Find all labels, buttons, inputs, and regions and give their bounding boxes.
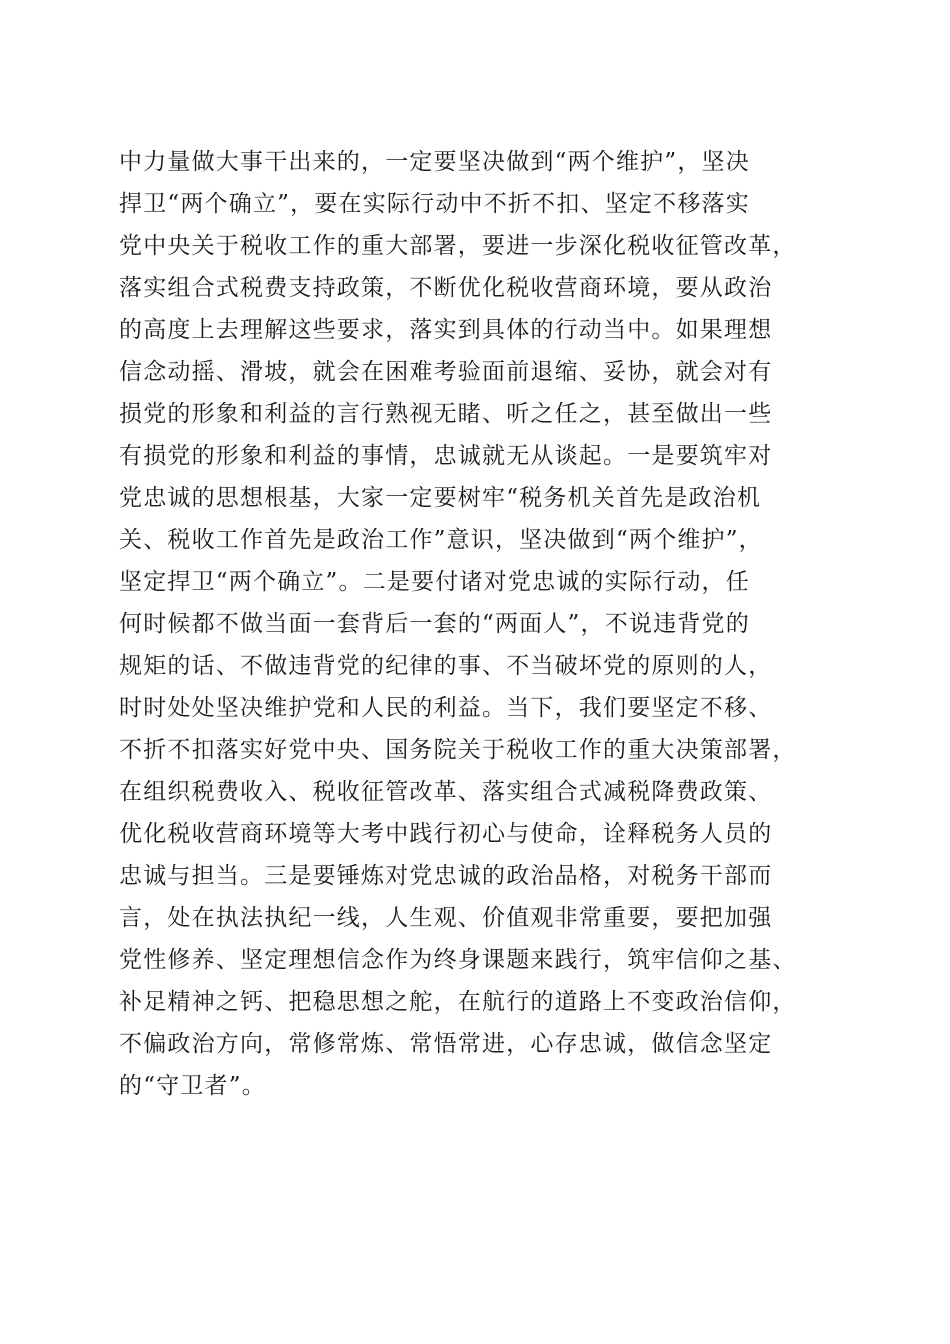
text-line: 时时处处坚决维护党和人民的利益。当下，我们要坚定不移、	[119, 695, 773, 721]
text-line: 不折不扣落实好党中央、国务院关于税收工作的重大决策部署，	[119, 737, 797, 763]
text-line: 坚定捍卫“两个确立”。二是要付诸对党忠诚的实际行动，任	[119, 569, 750, 595]
text-line: 忠诚与担当。三是要锤炼对党忠诚的政治品格，对税务干部而	[119, 863, 773, 889]
text-line: 有损党的形象和利益的事情，忠诚就无从谈起。一是要筑牢对	[119, 443, 773, 469]
text-line: 关、税收工作首先是政治工作”意识，坚决做到“两个维护”，	[119, 527, 763, 553]
text-line: 捍卫“两个确立”，要在实际行动中不折不扣、坚定不移落实	[119, 191, 750, 217]
body-paragraph	[119, 141, 849, 1107]
text-line: 信念动摇、滑坡，就会在困难考验面前退缩、妥协，就会对有	[119, 359, 773, 385]
text-line: 损党的形象和利益的言行熟视无睹、听之任之，甚至做出一些	[119, 401, 773, 427]
text-line: 的高度上去理解这些要求，落实到具体的行动当中。如果理想	[119, 317, 773, 343]
text-line: 中力量做大事干出来的，一定要坚决做到“两个维护”，坚决	[119, 149, 750, 175]
text-line: 党忠诚的思想根基，大家一定要树牢“税务机关首先是政治机	[119, 485, 762, 511]
text-line: 言，处在执法执纪一线，人生观、价值观非常重要，要把加强	[119, 905, 773, 931]
text-line: 党中央关于税收工作的重大部署，要进一步深化税收征管改革，	[119, 233, 797, 259]
text-line: 补足精神之钙、把稳思想之舵，在航行的道路上不变政治信仰，	[119, 989, 797, 1015]
text-line: 不偏政治方向，常修常炼、常悟常进，心存忠诚，做信念坚定	[119, 1031, 773, 1057]
text-line: 党性修养、坚定理想信念作为终身课题来践行，筑牢信仰之基、	[119, 947, 797, 973]
text-line: 落实组合式税费支持政策，不断优化税收营商环境，要从政治	[119, 275, 773, 301]
text-line: 何时候都不做当面一套背后一套的“两面人”，不说违背党的	[119, 611, 750, 637]
text-line: 的“守卫者”。	[119, 1073, 266, 1099]
text-line: 优化税收营商环境等大考中践行初心与使命，诠释税务人员的	[119, 821, 773, 847]
text-line: 规矩的话、不做违背党的纪律的事、不当破坏党的原则的人，	[119, 653, 773, 679]
text-line: 在组织税费收入、税收征管改革、落实组合式减税降费政策、	[119, 779, 773, 805]
